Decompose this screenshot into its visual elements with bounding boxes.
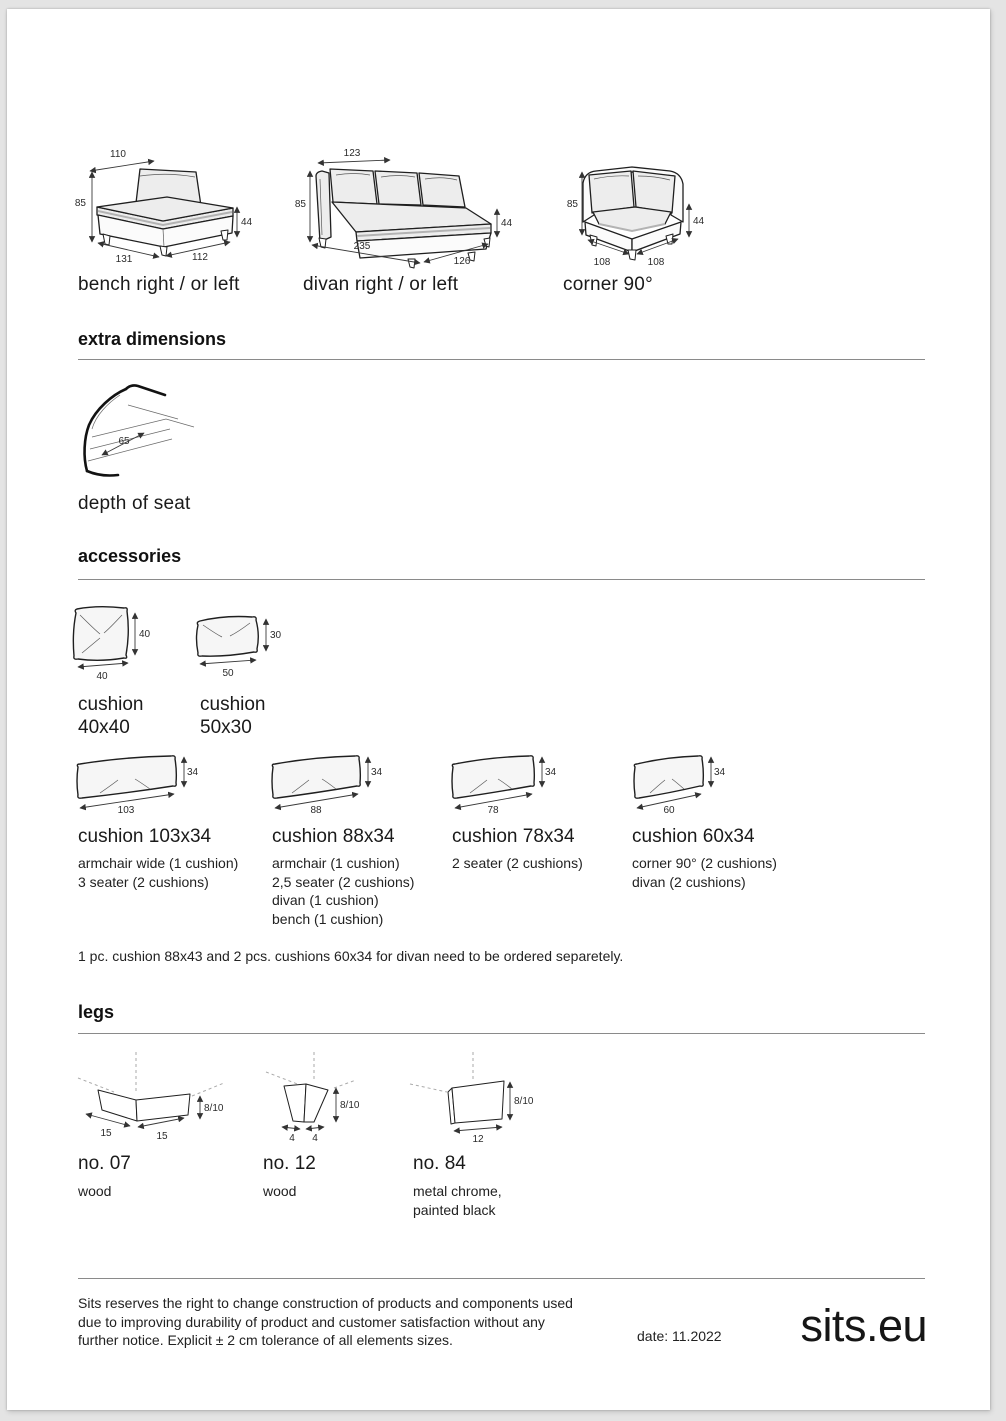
- bench-dim-top: 110: [110, 149, 126, 160]
- corner-module-label: corner 90°: [563, 274, 653, 295]
- cushion-103x34-diagram: [68, 753, 212, 817]
- cushion-60x34-diagram: [626, 753, 739, 817]
- leg-84-material: metal chrome, painted black: [413, 1183, 502, 1218]
- cushion-103x34-use-1: armchair wide (1 cushion): [78, 855, 239, 871]
- divan-drawing: [316, 169, 491, 268]
- cushion-50x30-drawing: [197, 617, 259, 657]
- divan-module-label: divan right / or left: [303, 274, 459, 295]
- footer-rule: [78, 1278, 925, 1279]
- cushion-103x34-name: cushion 103x34: [78, 826, 212, 847]
- bench-module-label: bench right / or left: [78, 274, 240, 295]
- leg-07-name: no. 07: [78, 1153, 131, 1174]
- cushion-78x34-dim-w: 78: [487, 805, 499, 816]
- accessories-heading: accessories: [78, 546, 182, 566]
- cushion-50x30-label: [200, 693, 266, 739]
- leg-84-drawing: [410, 1052, 504, 1124]
- leg-07-dim-h: 8/10: [204, 1103, 224, 1114]
- footer-disclaimer-line2: due to improving durability of product and customer satisfaction without any: [78, 1313, 545, 1330]
- leg-12-name: no. 12: [263, 1153, 316, 1174]
- cushion-60x34-label: [632, 826, 822, 891]
- footer-disclaimer-line1: Sits reserves the right to change construction of products and components used: [78, 1295, 573, 1311]
- cushion-60x34-drawing: [634, 756, 703, 798]
- cushion-88x34-use-4: bench (1 cushion): [272, 910, 384, 927]
- cushion-60x34-use-2: divan (2 cushions): [632, 873, 746, 890]
- cushion-88x34-dim-h: 34: [371, 767, 383, 778]
- cushion-78x34-name: cushion 78x34: [452, 826, 575, 847]
- leg-07-dim-w1: 15: [100, 1128, 112, 1139]
- cushion-88x34-name: cushion 88x34: [272, 826, 395, 847]
- bench-dim-height: 85: [74, 198, 86, 209]
- footer-disclaimer: [78, 1294, 618, 1350]
- leg-12-drawing: [266, 1052, 356, 1122]
- leg-07-dim-w2: 15: [156, 1131, 168, 1142]
- legs-heading: legs: [78, 1002, 115, 1022]
- leg-07-drawing: [78, 1052, 224, 1121]
- depth-of-seat-diagram: [68, 375, 248, 487]
- depth-of-seat-label: depth of seat: [78, 493, 191, 514]
- cushion-50x30-dim-h: 30: [270, 630, 282, 641]
- leg-84-dim-w1: 12: [472, 1134, 484, 1145]
- bench-dim-width-left: 131: [115, 254, 133, 265]
- extra-dimensions-rule: [78, 359, 925, 360]
- cushion-50x30-dim-w: 50: [222, 668, 234, 679]
- cushion-60x34-dim-h: 34: [714, 767, 726, 778]
- cushion-60x34-name: cushion 60x34: [632, 826, 755, 847]
- leg-12-dim-h: 8/10: [340, 1100, 360, 1111]
- depth-of-seat-drawing: [85, 385, 194, 475]
- cushion-40x40-dim-w: 40: [96, 671, 108, 682]
- corner-module-diagram: [552, 145, 710, 275]
- cushion-40x40-name-line2: 40x40: [78, 717, 130, 738]
- divan-module-diagram: [296, 145, 516, 275]
- corner-dim-seat-height: 44: [693, 216, 705, 227]
- corner-drawing: [583, 167, 683, 260]
- cushion-103x34-drawing: [77, 756, 176, 798]
- corner-dim-width-left: 108: [593, 257, 611, 268]
- cushion-103x34-dim-w: 103: [117, 805, 135, 816]
- leg-07-diagram: [68, 1050, 238, 1145]
- corner-dim-width-right: 108: [647, 257, 665, 268]
- leg-07-material: wood: [78, 1183, 112, 1199]
- sits-logo: sits.eu: [800, 1300, 927, 1351]
- extra-dimensions-heading: extra dimensions: [78, 329, 227, 349]
- cushion-50x30-diagram: [190, 603, 300, 687]
- cushion-103x34-dim-h: 34: [187, 767, 199, 778]
- bench-module-diagram: [70, 145, 256, 273]
- cushion-50x30-name-line1: cushion: [200, 694, 266, 715]
- bench-dim-width-right: 112: [192, 252, 208, 263]
- cushion-60x34-use-1: corner 90° (2 cushions): [632, 855, 777, 871]
- leg-84-dim-h: 8/10: [514, 1096, 534, 1107]
- accessories-note: 1 pc. cushion 88x43 and 2 pcs. cushions 60x34 for divan need to be ordered separetely.: [78, 948, 624, 964]
- cushion-103x34-label: [78, 826, 268, 891]
- cushion-78x34-diagram: [444, 753, 570, 817]
- cushion-40x40-name-line1: cushion: [78, 694, 144, 715]
- leg-12-diagram: [252, 1050, 367, 1145]
- cushion-88x34-use-3: divan (1 cushion): [272, 892, 379, 908]
- cushion-40x40-dim-h: 40: [139, 629, 151, 640]
- cushion-88x34-dim-w: 88: [310, 805, 322, 816]
- accessories-rule: [78, 579, 925, 580]
- cushion-78x34-dim-h: 34: [545, 767, 557, 778]
- legs-rule: [78, 1033, 925, 1034]
- divan-dim-width-left: 235: [353, 241, 371, 252]
- leg-12-dim-w2: 4: [312, 1133, 318, 1144]
- cushion-103x34-use-2: 3 seater (2 cushions): [78, 873, 209, 890]
- leg-84-diagram: [402, 1050, 542, 1145]
- corner-dim-height: 85: [566, 199, 578, 210]
- cushion-78x34-drawing: [452, 756, 534, 798]
- cushion-40x40-drawing: [73, 607, 128, 661]
- seat-depth-value: 65: [118, 436, 130, 447]
- cushion-40x40-diagram: [68, 603, 168, 687]
- cushion-88x34-label: [272, 826, 457, 928]
- footer-date: date: 11.2022: [637, 1328, 722, 1344]
- leg-12-dim-w1: 4: [289, 1133, 295, 1144]
- leg-12-material: wood: [263, 1183, 297, 1199]
- cushion-78x34-use-1: 2 seater (2 cushions): [452, 855, 583, 871]
- bench-drawing: [97, 169, 233, 256]
- cushion-60x34-dim-w: 60: [663, 805, 675, 816]
- cushion-40x40-label: [78, 693, 144, 739]
- bench-dim-seat-height: 44: [241, 217, 253, 228]
- cushion-88x34-use-2: 2,5 seater (2 cushions): [272, 873, 415, 890]
- cushion-88x34-drawing: [272, 756, 360, 798]
- cushion-88x34-use-1: armchair (1 cushion): [272, 855, 400, 871]
- cushion-78x34-label: [452, 826, 632, 873]
- footer-disclaimer-line3: further notice. Explicit ± 2 cm tolerance of all elements sizes.: [78, 1332, 453, 1348]
- divan-dim-top: 123: [343, 148, 361, 159]
- cushion-88x34-diagram: [264, 753, 396, 817]
- divan-dim-seat-height: 44: [501, 218, 513, 229]
- leg-84-name: no. 84: [413, 1153, 466, 1174]
- leg-07-label: [78, 1153, 228, 1201]
- leg-84-label: [413, 1153, 518, 1219]
- leg-12-label: [263, 1153, 383, 1201]
- divan-dim-height: 85: [294, 199, 306, 210]
- divan-dim-width-right: 126: [453, 256, 471, 267]
- cushion-50x30-name-line2: 50x30: [200, 717, 252, 738]
